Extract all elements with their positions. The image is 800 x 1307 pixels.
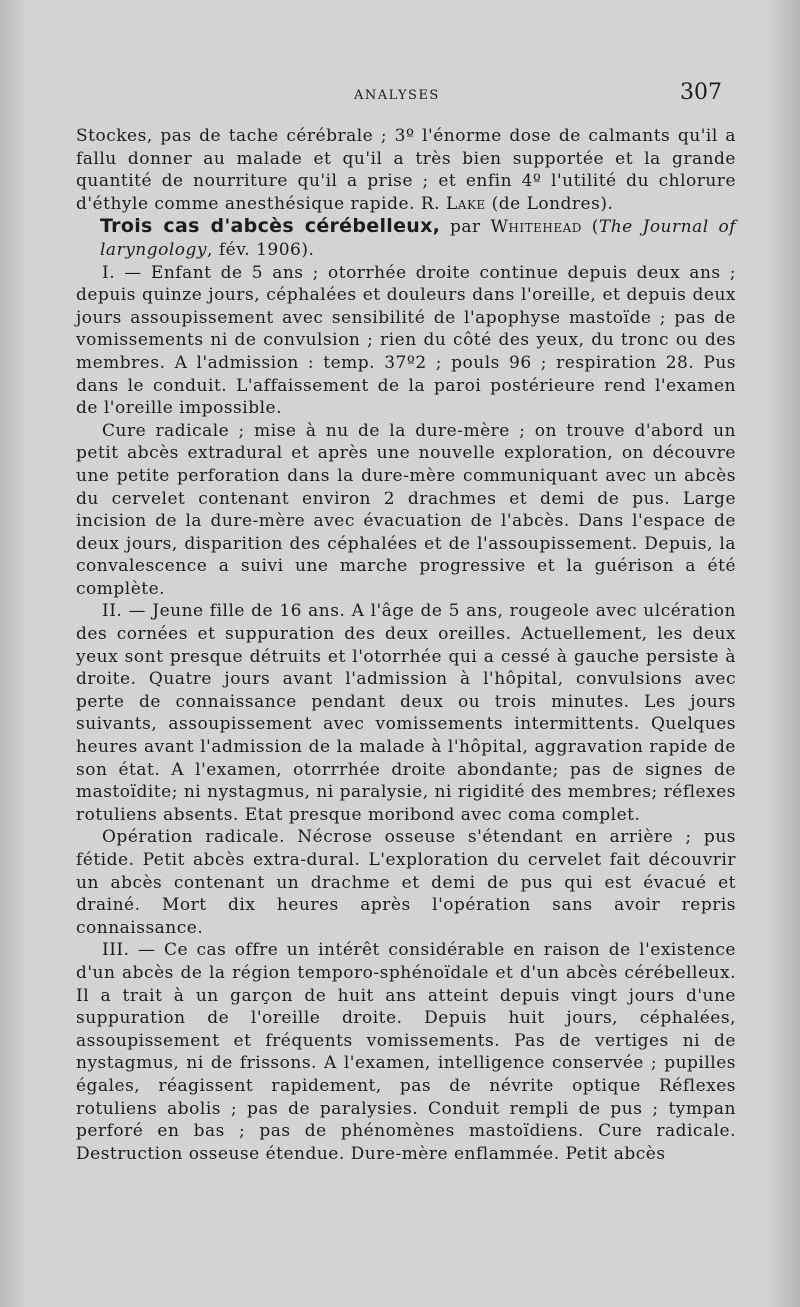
case-1-paragraph: I. — Enfant de 5 ans ; otorrhée droite continue depuis deux ans ; depuis quinze jours, céphalées et douleurs dans l'oreille, et depuis deux jours assoupissement avec sensibilité de l'apophyse mastoïde ; pas de vomissements ni de convulsion ; rien du côté des yeux, du tronc ou des membres. A l'admission : temp. 37º2 ; pouls 96 ; respiration 28. Pus dans le conduit. L'affaissement de la paroi postérieure rend l'examen de l'oreille impossible. [76, 262, 736, 419]
article-date: fév. 1906). [218, 239, 315, 260]
page-number: 307 [680, 80, 722, 105]
page-body [76, 125, 736, 1165]
page-header [0, 80, 800, 110]
case-1-treatment-paragraph: Cure radicale ; mise à nu de la dure-mère ; on trouve d'abord un petit abcès extradural et après une nouvelle exploration, on découvre une petite perforation dans la dure-mère communiquant avec un abcès du cervelet contenant environ 2 drachmes et demi de pus. Large incision de la dure-mère avec évacuation de l'abcès. Dans l'espace de deux jours, disparition des céphalées et de l'assoupissement. Depuis, la convalescence a suivi une marche progressive et la guérison a été complète. [76, 420, 736, 599]
reviewer-name: Lake [446, 193, 486, 214]
article-journal: The Journal of laryngology [100, 217, 736, 260]
article-author: Whitehead [490, 217, 582, 238]
continued-text: Stockes, pas de tache cérébrale ; 3º l'énorme dose de calmants qu'il a fallu donner au malade et qu'il a très bien supportée et la grande quantité de nourriture qu'il a prise ; et enfin 4º l'utilité du chlorure d'éthyle comme anesthésique rapide. [76, 126, 736, 214]
reviewer-city: (de Londres). [491, 193, 614, 214]
article-title: Trois cas d'abcès cérébelleux, par Whitehead (The Journal of laryngology, fév. 1906). [100, 215, 736, 260]
continued-paragraph [76, 125, 736, 215]
case-3-paragraph: III. — Ce cas offre un intérêt considérable en raison de l'existence d'un abcès de la région temporo-sphénoïdale et d'un abcès cérébelleux. Il a trait à un garçon de huit ans atteint depuis vingt jours d'une suppuration de l'oreille droite. Depuis huit jours, céphalées, assoupissement et fréquents vomissements. Pas de vertiges ni de nystagmus, ni de frissons. A l'examen, intelligence conservée ; pupilles égales, réagissent rapidement, pas de névrite optique Réflexes rotuliens abolis ; pas de paralysies. Conduit rempli de pus ; tympan perforé en bas ; pas de phénomènes mastoïdiens. Cure radicale. Destruction osseuse étendue. Dure-mère enflammée. Petit abcès [76, 940, 736, 1164]
article-title-text: Trois cas d'abcès cérébelleux, [100, 215, 441, 238]
running-head: ANALYSES [354, 88, 440, 103]
article-by: par [449, 217, 481, 238]
case-2-treatment-paragraph: Opération radicale. Nécrose osseuse s'étendant en arrière ; pus fétide. Petit abcès extra-dural. L'exploration du cervelet fait découvrir un abcès contenant un drachme et demi de pus qui est évacué et drainé. Mort dix heures après l'opération sans avoir repris connaissance. [76, 827, 736, 938]
reviewer-initial: R. [420, 193, 441, 214]
case-2-paragraph: II. — Jeune fille de 16 ans. A l'âge de 5 ans, rougeole avec ulcération des cornées et suppuration des deux oreilles. Actuellement, les deux yeux sont presque détruits et l'otorrhée qui a cessé à gauche persiste à droite. Quatre jours avant l'admission à l'hôpital, convulsions avec perte de connaissance pendant deux ou trois minutes. Les jours suivants, assoupissement avec vomissements intermittents. Quelques heures avant l'admission de la malade à l'hôpital, aggravation rapide de son état. A l'examen, otorrrhée droite abondante; pas de signes de mastoïdite; ni nystagmus, ni paralysie, ni rigidité des membres; réflexes rotuliens absents. Etat presque moribond avec coma complet. [76, 601, 736, 825]
